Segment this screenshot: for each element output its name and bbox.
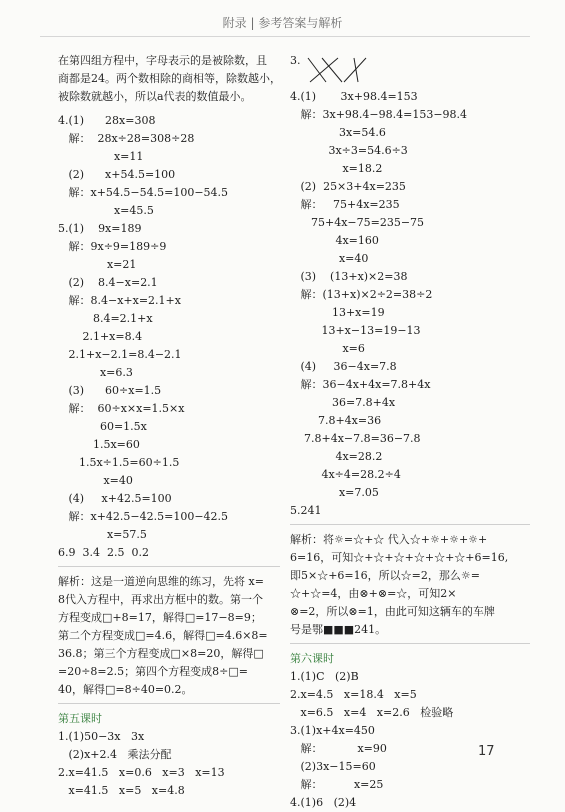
answer-line: 8.4=2.1+x (58, 312, 153, 325)
analysis-line: ⊗=2，所以⊗=1，由此可知这辆车的车牌 (290, 605, 495, 618)
answer-line: 13+x=19 (290, 306, 385, 319)
header-divider (40, 36, 530, 37)
divider (290, 643, 530, 644)
answer-line: 60=1.5x (58, 420, 147, 433)
question-5-left (58, 220, 280, 544)
lesson-6-answers (290, 668, 530, 812)
answer-line: 2.1+x=8.4 (58, 330, 143, 343)
answer-line: (2) x+54.5=100 (58, 168, 176, 181)
analysis-line: 解析：这是一道逆向思维的练习，先将 x= (58, 575, 264, 588)
analysis-line: 40，解得□=8÷40=0.2。 (58, 683, 193, 696)
question-4-left (58, 112, 280, 220)
answer-line: 解：9x÷9=189÷9 (58, 240, 167, 253)
answer-line: x=45.5 (58, 204, 154, 217)
answer-line: 解：8.4−x+x=2.1+x (58, 294, 181, 307)
answer-line: x=57.5 (58, 528, 147, 541)
answer-line: 36=7.8+4x (290, 396, 396, 409)
answer-line: 2.x=41.5 x=0.6 x=3 x=13 (58, 766, 225, 779)
intro-paragraph (58, 52, 280, 106)
answer-line: 解：x+42.5−42.5=100−42.5 (58, 510, 229, 523)
right-column (290, 52, 530, 812)
answer-line: 解： 75+4x=235 (290, 198, 400, 211)
answer-line: 75+4x−75=235−75 (290, 216, 425, 229)
answer-line: 3x÷3=54.6÷3 (290, 144, 408, 157)
answer-line: 2.1+x−2.1=8.4−2.1 (58, 348, 182, 361)
answer-line: 1.5x=60 (58, 438, 140, 451)
left-column (58, 52, 280, 800)
answer-line: x=6.5 x=4 x=2.6 检验略 (290, 706, 454, 719)
intro-line: 被除数就越小，所以a代表的数值最小。 (58, 90, 252, 103)
analysis-line: 即5×☆+6=16，所以☆=2，那么☼= (290, 569, 480, 582)
lesson-5-title: 第五课时 (58, 712, 102, 725)
answer-line: x=7.05 (290, 486, 379, 499)
answer-line: 4x÷4=28.2÷4 (290, 468, 401, 481)
answer-line: (4) 36−4x=7.8 (290, 360, 397, 373)
intro-line: 在第四组方程中，字母表示的是被除数，且 (58, 54, 267, 67)
answer-line: (3) 60÷x=1.5 (58, 384, 162, 397)
answer-line: 3x=54.6 (290, 126, 386, 139)
divider (290, 524, 530, 525)
page-header: 附录 | 参考答案与解析 (222, 16, 343, 30)
answer-line: 解： x=90 (290, 742, 387, 755)
analysis-line: 8代入方程中，再求出方框中的数。第一个 (58, 593, 263, 606)
question-5-right: 5.241 (290, 504, 322, 517)
answer-line: 2.x=4.5 x=18.4 x=5 (290, 688, 417, 701)
analysis-line: 36.8；第三个方程变成□×8=20，解得□ (58, 647, 264, 660)
analysis-line: 解析：将☼=☆+☆ 代入☆+☼+☼+☼+ (290, 533, 488, 546)
question-3-label: 3. (290, 54, 301, 67)
answer-line: x=18.2 (290, 162, 383, 175)
analysis-line: 第二个方程变成□=4.6，解得□=4.6×8= (58, 629, 268, 642)
analysis-paragraph-right (290, 531, 530, 639)
answer-line: 4x=28.2 (290, 450, 383, 463)
analysis-line: 号是鄂■■■241。 (290, 623, 387, 636)
answer-line: 7.8+4x−7.8=36−7.8 (290, 432, 421, 445)
divider (58, 566, 280, 567)
answer-line: 4x=160 (290, 234, 379, 247)
answer-line: 解： 60÷x×x=1.5×x (58, 402, 185, 415)
answer-line: 1.5x÷1.5=60÷1.5 (58, 456, 180, 469)
answer-line: 3.(1)x+4x=450 (290, 724, 375, 737)
answer-line: (2)3x−15=60 (290, 760, 376, 773)
answer-line: (2) 25×3+4x=235 (290, 180, 406, 193)
answer-line: x=21 (58, 258, 137, 271)
answer-line: x=6 (290, 342, 365, 355)
lesson-5-answers (58, 728, 280, 800)
analysis-line: ☆+☆=4，由⊗+⊗=☆，可知2× (290, 587, 457, 600)
lesson-6-title: 第六课时 (290, 652, 334, 665)
answer-line: x=40 (290, 252, 369, 265)
question-4-right (290, 88, 530, 502)
answer-line: (4) x+42.5=100 (58, 492, 172, 505)
answer-line: (2) 8.4−x=2.1 (58, 276, 158, 289)
analysis-line: 6=16，可知☆+☆+☆+☆+☆+☆+6=16, (290, 551, 509, 564)
answer-line: 7.8+4x=36 (290, 414, 382, 427)
answer-line: 解：3x+98.4−98.4=153−98.4 (290, 108, 468, 121)
answer-line: 5.(1) 9x=189 (58, 222, 142, 235)
analysis-line: =20÷8=2.5；第四个方程变成8÷□= (58, 665, 248, 678)
diagram-lines (308, 58, 366, 82)
analysis-line: 方程变成□+8=17，解得□=17−8=9； (58, 611, 262, 624)
answer-line: (3) (13+x)×2=38 (290, 270, 408, 283)
answer-line: 解： 28x÷28=308÷28 (58, 132, 195, 145)
divider (58, 703, 280, 704)
answer-line: x=11 (58, 150, 144, 163)
answer-line: 4.(1) 3x+98.4=153 (290, 90, 418, 103)
answer-line: 4.(1) 28x=308 (58, 114, 156, 127)
matching-lines-diagram (304, 52, 374, 88)
answer-line: x=6.3 (58, 366, 133, 379)
answer-line: x=40 (58, 474, 133, 487)
answer-line: x=41.5 x=5 x=4.8 (58, 784, 185, 797)
answer-line: 13+x−13=19−13 (290, 324, 421, 337)
intro-line: 商都是24。两个数相除的商相等，除数越小， (58, 72, 281, 85)
analysis-paragraph-left (58, 573, 280, 699)
answer-line: 解：(13+x)×2÷2=38÷2 (290, 288, 433, 301)
answer-line: (2)x+2.4 乘法分配 (58, 748, 172, 761)
question-6: 6.9 3.4 2.5 0.2 (58, 546, 149, 559)
answer-line: 4.(1)6 (2)4 (290, 796, 357, 809)
page-number: 17 (478, 744, 495, 759)
answer-line: 解：36−4x+4x=7.8+4x (290, 378, 431, 391)
answer-line: 解： x=25 (290, 778, 384, 791)
answer-line: 1.(1)C (2)B (290, 670, 359, 683)
answer-line: 解：x+54.5−54.5=100−54.5 (58, 186, 229, 199)
answer-line: 1.(1)50−3x 3x (58, 730, 145, 743)
